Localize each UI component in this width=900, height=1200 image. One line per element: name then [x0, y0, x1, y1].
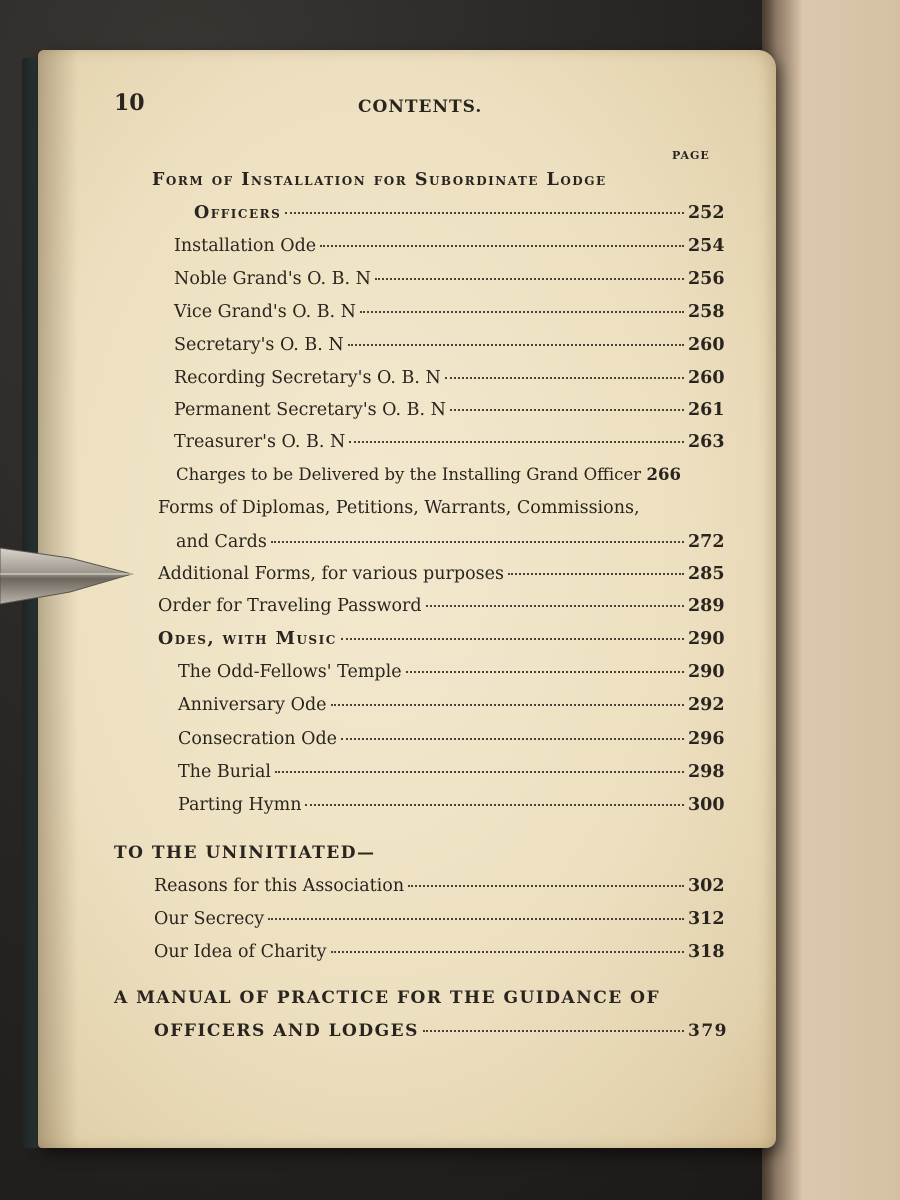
- leader-dots: [305, 804, 684, 806]
- toc-entry-label: Officers: [194, 203, 282, 223]
- toc-entry-label: Anniversary Ode: [178, 695, 327, 715]
- toc-entry-page: 258: [688, 302, 725, 322]
- leader-dots: [426, 605, 684, 607]
- toc-manual-header: A MANUAL OF PRACTICE FOR THE GUIDANCE OF: [114, 988, 661, 1008]
- toc-entry: [178, 762, 724, 782]
- toc-entry: [158, 564, 724, 584]
- toc-entry: [174, 236, 724, 256]
- leader-dots: [408, 885, 684, 887]
- toc-entry-page: 263: [688, 432, 725, 452]
- leader-dots: [375, 278, 684, 280]
- toc-entry-page: 272: [688, 532, 725, 552]
- leader-dots: [285, 212, 684, 214]
- toc-entry: [178, 695, 724, 715]
- toc-entry-label: The Burial: [178, 762, 271, 782]
- toc-entry-label: Installation Ode: [174, 236, 317, 256]
- leader-dots: [348, 344, 684, 346]
- leader-dots: [406, 671, 684, 673]
- toc-entry-label: Our Idea of Charity: [154, 942, 327, 962]
- toc-entry-page: 312: [688, 909, 725, 929]
- toc-entry-page: 379: [688, 1021, 728, 1041]
- toc-entry-label: Parting Hymn: [178, 795, 302, 815]
- toc-entry: [174, 432, 724, 452]
- toc-entry-label: Charges to be Delivered by the Installing Grand Officer: [176, 465, 641, 484]
- toc-forms-header: Forms of Diplomas, Petitions, Warrants, Commissions,: [158, 498, 640, 518]
- toc-entry-page: 285: [688, 564, 725, 584]
- toc-entry-page: 266: [646, 465, 681, 484]
- toc-entry-page: 318: [688, 942, 725, 962]
- toc-entry-page: 292: [688, 695, 725, 715]
- toc-entry: [174, 302, 724, 322]
- toc-entry-label: Permanent Secretary's O. B. N: [174, 400, 446, 420]
- toc-entry-label: Recording Secretary's O. B. N: [174, 368, 441, 388]
- leader-dots: [450, 409, 684, 411]
- toc-entry: [158, 629, 724, 649]
- toc-entry-label: Vice Grand's O. B. N: [174, 302, 356, 322]
- toc-entry-label: Odes, with Music: [158, 629, 337, 649]
- toc-entry-page: 300: [688, 795, 725, 815]
- leader-dots: [349, 441, 684, 443]
- toc-entry-page: 290: [688, 629, 725, 649]
- toc-entry-label: and Cards: [176, 532, 267, 552]
- toc-entry: [176, 532, 724, 552]
- toc-entry-page: 298: [688, 762, 725, 782]
- leader-dots: [275, 771, 684, 773]
- leader-dots: [320, 245, 684, 247]
- leader-dots: [445, 377, 684, 379]
- toc-entry: [154, 876, 724, 896]
- toc-entry-page: 252: [688, 203, 725, 223]
- toc-installation-header: Form of Installation for Subordinate Lodge: [152, 170, 607, 190]
- toc-entry: [174, 368, 724, 388]
- toc-entry: [178, 729, 724, 749]
- toc-entry: [174, 400, 724, 420]
- toc-entry-label: Treasurer's O. B. N: [174, 432, 346, 452]
- page-column-label: PAGE: [672, 149, 710, 162]
- toc-entry-label: Noble Grand's O. B. N: [174, 269, 371, 289]
- toc-entry: [178, 795, 724, 815]
- toc-entry-label: Additional Forms, for various purposes: [158, 564, 504, 584]
- leader-dots: [508, 573, 684, 575]
- leader-dots: [341, 738, 684, 740]
- leader-dots: [331, 704, 684, 706]
- toc-entry: [174, 335, 724, 355]
- toc-entry: [154, 1021, 728, 1041]
- toc-entry-page: 254: [688, 236, 725, 256]
- toc-entry-page: 302: [688, 876, 725, 896]
- toc-entry-page: 296: [688, 729, 725, 749]
- pointer-blade-icon: [0, 540, 135, 612]
- toc-entry: [154, 909, 724, 929]
- running-head: CONTENTS.: [358, 97, 483, 117]
- toc-entry: [178, 662, 724, 682]
- page-number: 10: [114, 90, 145, 116]
- toc-entry: [194, 203, 724, 223]
- toc-entry: [158, 596, 724, 616]
- toc-entry: [174, 269, 724, 289]
- leader-dots: [268, 918, 684, 920]
- leader-dots: [271, 541, 684, 543]
- toc-entry-label: Consecration Ode: [178, 729, 338, 749]
- toc-entry-label: Secretary's O. B. N: [174, 335, 344, 355]
- toc-entry-label: The Odd-Fellows' Temple: [178, 662, 402, 682]
- toc-entry-page: 289: [688, 596, 725, 616]
- leader-dots: [331, 951, 684, 953]
- toc-entry-label: Order for Traveling Password: [158, 596, 422, 616]
- toc-entry: [176, 465, 724, 484]
- toc-entry-page: 261: [688, 400, 725, 420]
- toc-entry-page: 290: [688, 662, 725, 682]
- toc-entry-label: Our Secrecy: [154, 909, 265, 929]
- toc-entry-page: 260: [688, 368, 725, 388]
- toc-entry-label: OFFICERS AND LODGES: [154, 1021, 419, 1041]
- leader-dots: [341, 638, 684, 640]
- toc-entry: [154, 942, 724, 962]
- leader-dots: [360, 311, 684, 313]
- leader-dots: [423, 1030, 684, 1032]
- toc-uninitiated-header: TO THE UNINITIATED—: [114, 843, 376, 863]
- toc-entry-page: 260: [688, 335, 725, 355]
- toc-entry-page: 256: [688, 269, 725, 289]
- toc-entry-label: Reasons for this Association: [154, 876, 405, 896]
